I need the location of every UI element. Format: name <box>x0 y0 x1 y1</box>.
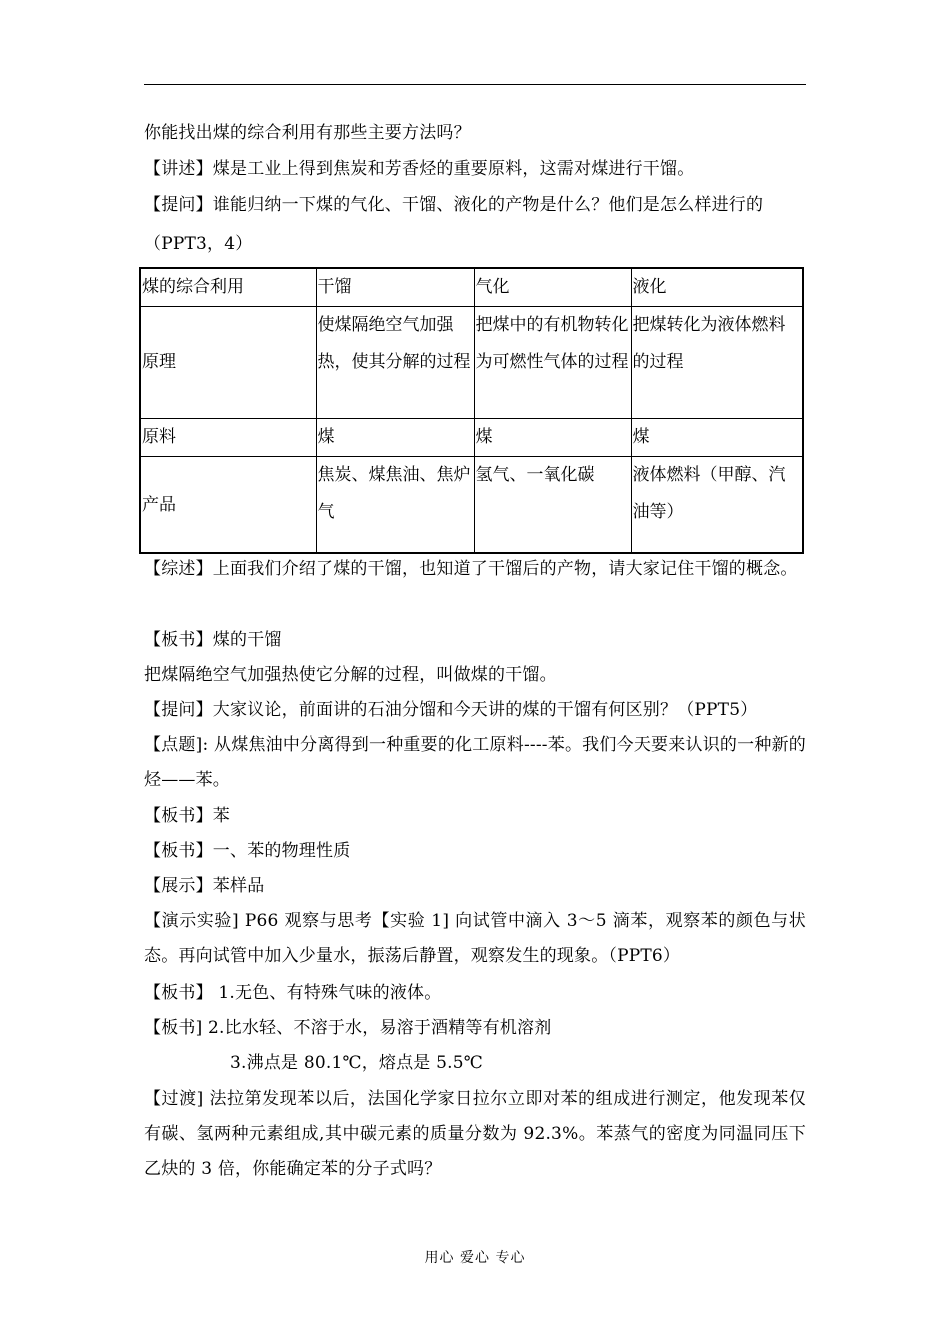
intro-question: 你能找出煤的综合利用有那些主要方法吗？ <box>144 123 471 143</box>
table-cell: 煤 <box>474 419 631 457</box>
table-row-label: 原理 <box>141 307 316 419</box>
page-footer: 用心 爱心 专心 <box>424 1250 526 1266</box>
table-cell: 焦炭、煤焦油、焦炉气 <box>316 457 474 554</box>
table-row-label: 产品 <box>141 457 316 554</box>
table-cell: 把煤转化为液体燃料的过程 <box>631 307 802 419</box>
transition-paragraph: 【过渡] 法拉第发现苯以后，法国化学家日拉尔立即对苯的组成进行测定，他发现苯仅有碳、氢两种元素组成,其中碳元素的质量分数为 92.3%。苯蒸气的密度为同温同压下乙炔的 3 倍，你能确定苯的分子式吗？ <box>144 1089 806 1179</box>
board-property-1: 【板书】 1.无色、有特殊气味的液体。 <box>144 983 442 1003</box>
table-header-cell: 干馏 <box>316 269 474 307</box>
table-cell: 煤 <box>316 419 474 457</box>
table-header-cell: 气化 <box>474 269 631 307</box>
board-physical-properties: 【板书】一、苯的物理性质 <box>144 841 351 861</box>
topic-paragraph: 【点题]: 从煤焦油中分离得到一种重要的化工原料----苯。我们今天要来认识的一种新的烃——苯。 <box>144 735 806 790</box>
table-cell: 煤 <box>631 419 802 457</box>
table-cell: 液体燃料（甲醇、汽油等） <box>631 457 802 554</box>
definition-paragraph: 把煤隔绝空气加强热使它分解的过程，叫做煤的干馏。 <box>144 665 557 685</box>
coal-utilization-table <box>139 267 804 554</box>
board-benzene: 【板书】苯 <box>144 806 230 826</box>
lecture-paragraph: 【讲述】煤是工业上得到焦炭和芳香烃的重要原料，这需对煤进行干馏。 <box>144 159 695 179</box>
table-header-row <box>141 269 802 307</box>
discussion-question: 【提问】大家议论，前面讲的石油分馏和今天讲的煤的干馏有何区别？（PPT5） <box>144 700 758 720</box>
display-sample: 【展示】苯样品 <box>144 876 265 896</box>
question-paragraph: 【提问】谁能归纳一下煤的气化、干馏、液化的产物是什么？他们是怎么样进行的 <box>144 195 764 215</box>
board-property-3: 3.沸点是 80.1℃，熔点是 5.5℃ <box>230 1053 483 1073</box>
table-header-cell: 液化 <box>631 269 802 307</box>
table-header-cell: 煤的综合利用 <box>141 269 316 307</box>
experiment-paragraph: 【演示实验] P66 观察与思考【实验 1] 向试管中滴入 3～5 滴苯，观察苯的颜色与状态。再向试管中加入少量水，振荡后静置，观察发生的现象。（PPT6） <box>144 911 806 966</box>
ppt-reference: （PPT3，4） <box>144 234 253 254</box>
table-cell: 使煤隔绝空气加强热，使其分解的过程 <box>316 307 474 419</box>
table-row <box>141 457 802 554</box>
table-cell: 氢气、一氧化碳 <box>474 457 631 554</box>
header-rule <box>144 84 806 85</box>
table-row <box>141 419 802 457</box>
summary-paragraph: 【综述】上面我们介绍了煤的干馏，也知道了干馏后的产物，请大家记住干馏的概念。 <box>144 559 798 579</box>
table-row <box>141 307 802 419</box>
board-property-2: 【板书] 2.比水轻、不溶于水，易溶于酒精等有机溶剂 <box>144 1018 552 1038</box>
board-dry-distillation: 【板书】煤的干馏 <box>144 630 282 650</box>
table-row-label: 原料 <box>141 419 316 457</box>
table-cell: 把煤中的有机物转化为可燃性气体的过程 <box>474 307 631 419</box>
